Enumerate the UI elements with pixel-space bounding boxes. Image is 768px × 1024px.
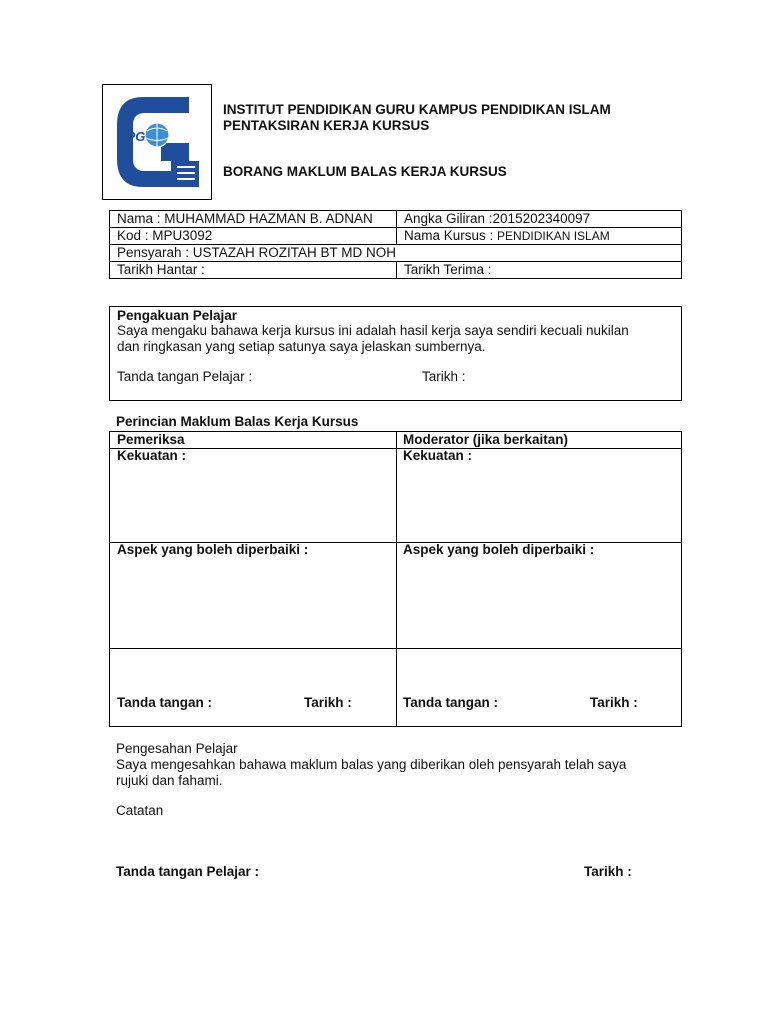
course-code: Kod : MPU3092 bbox=[110, 228, 397, 245]
moderator-header: Moderator (jika berkaitan) bbox=[403, 432, 569, 447]
feedback-title: Perincian Maklum Balas Kerja Kursus bbox=[116, 414, 359, 429]
notes-label: Catatan bbox=[116, 803, 164, 818]
student-date-label: Tarikh : bbox=[584, 864, 632, 879]
declaration-line-2: dan ringkasan yang setiap satunya saya jelaskan sumbernya. bbox=[117, 339, 486, 354]
ipg-logo bbox=[103, 85, 211, 199]
moderator-improve-label: Aspek yang boleh diperbaiki : bbox=[403, 542, 595, 557]
examiner-improve-label: Aspek yang boleh diperbaiki : bbox=[117, 542, 309, 557]
divider bbox=[396, 432, 397, 726]
institute-title: INSTITUT PENDIDIKAN GURU KAMPUS PENDIDIKAN ISLAM bbox=[223, 102, 611, 117]
declaration-box bbox=[109, 306, 682, 401]
lecturer: Pensyarah : USTAZAH ROZITAH BT MD NOH bbox=[110, 245, 682, 262]
declaration-signature: Tanda tangan Pelajar : bbox=[117, 369, 253, 384]
submit-date: Tarikh Hantar : bbox=[110, 262, 397, 279]
receive-date: Tarikh Terima : bbox=[397, 262, 682, 279]
moderator-strengths-label: Kekuatan : bbox=[403, 448, 473, 463]
declaration-date: Tarikh : bbox=[422, 369, 466, 384]
declaration-line-1: Saya mengaku bahawa kerja kursus ini adalah hasil kerja saya sendiri kecuali nukilan bbox=[117, 323, 629, 338]
student-info-table bbox=[109, 210, 682, 279]
moderator-date-label: Tarikh : bbox=[590, 695, 638, 710]
student-name: Nama : MUHAMMAD HAZMAN B. ADNAN bbox=[110, 211, 397, 228]
student-signature-label: Tanda tangan Pelajar : bbox=[116, 864, 260, 879]
logo-text: IPG bbox=[123, 129, 146, 144]
index-number: Angka Giliran :2015202340097 bbox=[397, 211, 682, 228]
confirmation-line-2: rujuki dan fahami. bbox=[116, 773, 223, 788]
form-title: BORANG MAKLUM BALAS KERJA KURSUS bbox=[223, 164, 507, 179]
moderator-signature-label: Tanda tangan : bbox=[403, 695, 499, 710]
table-row bbox=[110, 211, 682, 228]
confirmation-title: Pengesahan Pelajar bbox=[116, 741, 238, 756]
examiner-header: Pemeriksa bbox=[117, 432, 185, 447]
confirmation-line-1: Saya mengesahkan bahawa maklum balas yang diberikan oleh pensyarah telah saya bbox=[116, 757, 627, 772]
divider bbox=[110, 648, 681, 649]
examiner-strengths-label: Kekuatan : bbox=[117, 448, 187, 463]
assessment-title: PENTAKSIRAN KERJA KURSUS bbox=[223, 118, 430, 133]
table-row bbox=[110, 245, 682, 262]
course-name-value: PENDIDIKAN ISLAM bbox=[497, 229, 610, 243]
course-name-cell bbox=[397, 228, 682, 245]
declaration-title: Pengakuan Pelajar bbox=[117, 308, 238, 323]
feedback-grid bbox=[109, 431, 682, 727]
ipg-logo-frame bbox=[102, 84, 212, 200]
table-row bbox=[110, 228, 682, 245]
table-row bbox=[110, 262, 682, 279]
course-name-label: Nama Kursus : bbox=[404, 228, 498, 243]
examiner-date-label: Tarikh : bbox=[304, 695, 352, 710]
examiner-signature-label: Tanda tangan : bbox=[117, 695, 213, 710]
divider bbox=[110, 448, 681, 449]
